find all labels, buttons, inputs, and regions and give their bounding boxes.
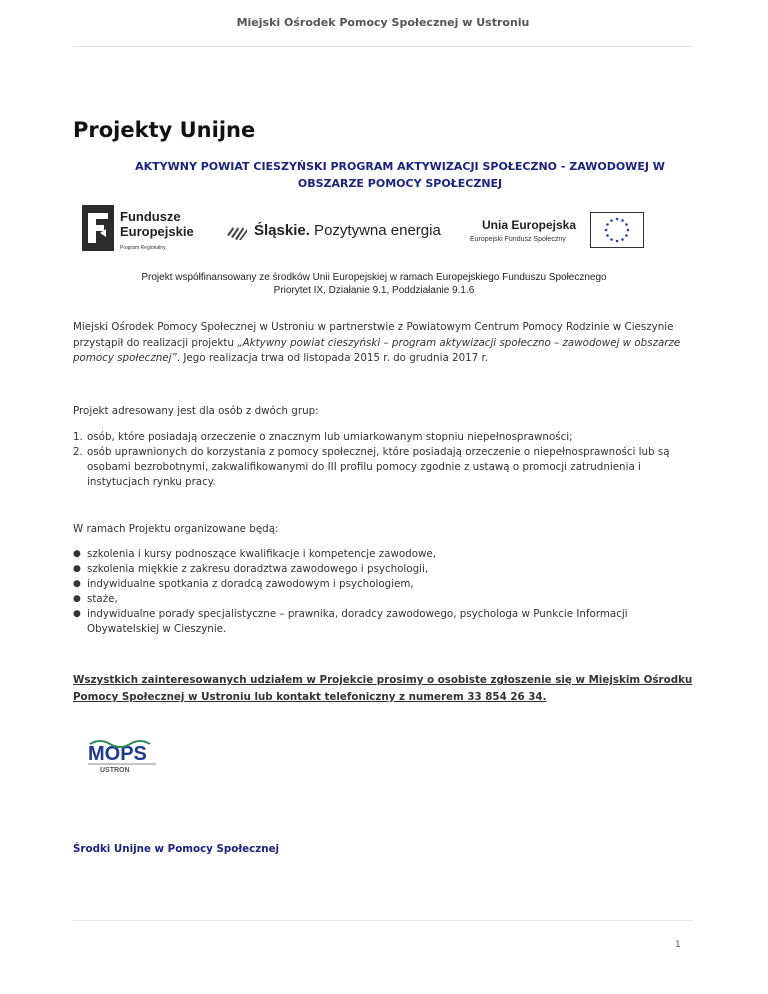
list-item: ● szkolenia miękkie z zakresu doradztwa zawodowego i psychologii, (73, 563, 429, 575)
program-regionalny-label: Program Regionalny (120, 245, 166, 251)
header-title: Miejski Ośrodek Pomocy Społecznej w Ustroniu (236, 16, 530, 29)
page-title: Projekty Unijne (73, 118, 256, 142)
project-name: „Aktywny powiat cieszyński – program aktywizacji społeczno – zawodowej w obszarze pomocy społecznej” (73, 336, 681, 364)
page-header (73, 0, 693, 47)
project-heading-line1: AKTYWNY POWIAT CIESZYŃSKI PROGRAM AKTYWIZACJI SPOŁECZNO - ZAWODOWEJ W (135, 160, 665, 173)
fundusze-europejskie-label: Fundusze Europejskie (120, 209, 194, 239)
list-item: ● indywidualne spotkania z doradcą zawodowym i psychologiem, (73, 578, 414, 590)
intro-paragraph: Miejski Ośrodek Pomocy Społecznej w Ustroniu w partnerstwie z Powiatowym Centrum Pomocy Rodzinie w Cieszynie przystąpił do realizacji projektu „Aktywny powiat cieszyński – program aktywizacji społeczno – zawodowej w obszarze pomocy społecznej”. Jego realizacja trwa od listopada 2015 r. do grudnia 2017 r. (73, 321, 681, 364)
unia-europejska-label: Unia Europejska (482, 218, 577, 232)
activities-list (73, 547, 693, 637)
list-item: 1. osób, które posiadają orzeczenie o znacznym lub umiarkowanym stopniu niepełnosprawności; (73, 431, 573, 443)
activities-intro: W ramach Projektu organizowane będą: (73, 523, 279, 535)
fundusze-europejskie-icon (82, 205, 114, 251)
groups-intro: Projekt adresowany jest dla osób z dwóch grup: (73, 405, 319, 417)
page-number: 1 (675, 940, 681, 950)
eu-funds-link[interactable]: Środki Unijne w Pomocy Społecznej (73, 843, 280, 855)
svg-text:USTRON: USTRON (100, 767, 130, 774)
mops-logo-icon (86, 738, 158, 778)
project-heading-line2: OBSZARZE POMOCY SPOŁECZNEJ (297, 177, 503, 190)
eu-flag-icon (590, 212, 644, 248)
list-item: ● staże, (73, 593, 118, 605)
slaskie-logo-text: Śląskie. Pozytywna energia (254, 222, 441, 239)
svg-text:MOPS: MOPS (88, 743, 147, 765)
list-item: ● indywidualne porady specjalistyczne – prawnika, doradcy zawodowego, psychologa w Punkcie Informacji Obywatelskiej w Cieszynie. (73, 608, 628, 635)
list-item: 2. osób uprawnionych do korzystania z pomocy społecznej, które posiadają orzeczenie o niepełnosprawności lub są osobami bezrobotnymi, zakwalifikowanymi do III profilu pomocy zgodnie z ustawą o promocji zatrudnienia i instytucjach rynku pracy. (73, 446, 670, 488)
footer-divider (73, 920, 693, 921)
contact-note: Wszystkich zainteresowanych udziałem w Projekcie prosimy o osobiste zgłoszenie się w Miejskim Ośrodku Pomocy Społecznej w Ustroniu lub kontakt telefoniczny z numerem 33 854 26 34. (73, 674, 693, 703)
list-item: ● szkolenia i kursy podnoszące kwalifikacje i kompetencje zawodowe, (73, 548, 437, 560)
efs-label: Europejski Fundusz Społeczny (470, 236, 566, 243)
cofinancing-note: Projekt współfinansowany ze środków Unii Europejskiej w ramach Europejskiego Funduszu Społecznego Priorytet IX, Działanie 9.1, Poddziałanie 9.1.6 (141, 272, 607, 296)
target-groups-list (73, 430, 693, 490)
mops-ustron-logo (86, 738, 158, 778)
slaskie-icon (225, 219, 249, 243)
funding-logos-banner (82, 205, 652, 305)
project-heading (90, 158, 710, 192)
